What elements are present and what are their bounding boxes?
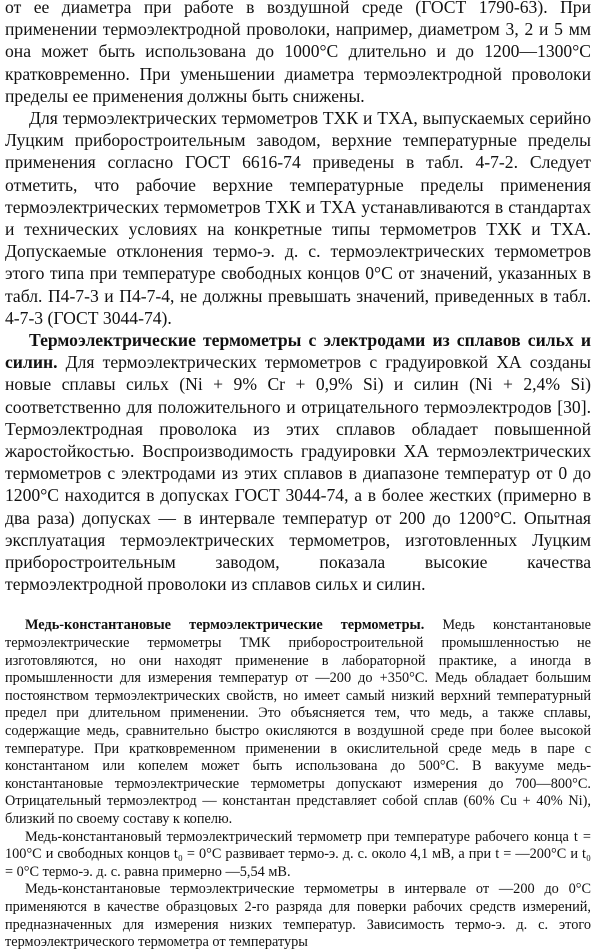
section-heading-silkh-silin: Термоэлектрические термометры с электродами из сплавов сильх и силин. — [5, 330, 591, 373]
paragraph-4-body: Медь константановые термоэлектрические термометры ТМК приборостроительной промышленностью не изготовляются, но они находят применение в лабораторной практике, а иногда в промышленности для измерения температур от —200 до +350°С. Медь обладает большим постоянством термоэлектрических свойств, но имеет самый низкий верхний температурный предел при длительном применении. Это объясняется тем, что медь, а также сплавы, содержащие медь, сравнительно быстро окисляются в воздушной среде при более высокой температуре. При кратковременном применении в окислительной среде медь в паре с константаном или копелем может быть использована до 500°С. В вакууме медь-константановые термоэлектрические термометры допускают измерения до 700—800°С. Отрицательный термоэлектрод — константан представляет собой сплав (60% Cu + 40% Ni), близкий по своему составу к копелю. — [5, 617, 591, 828]
paragraph-2: Для термоэлектрических термометров ТХК и ТХА, выпускаемых серийно Луцким приборостроительным заводом, верхние температурные пределы применения согласно ГОСТ 6616-74 приведены в табл. 4-7-2. Следует отметить, что рабочие верхние температурные пределы применения термоэлектрических термометров ТХК и ТХА устанавливаются в стандартах и технических условиях на конкретные типы термометров ТХК и ТХА. Допускаемые отклонения термо-э. д. с. термоэлектрических термометров этого типа при температуре свободных концов 0°С от значений, указанных в табл. П4-7-3 и П4-7-4, не должны превышать значений, приведенных в табл. 4-7-3 (ГОСТ 3044-74). — [5, 108, 591, 328]
paragraph-5: Медь-константановый термоэлектрический термометр при температуре рабочего конца t = 100°С и свободных концов t₀ = 0°С развивает термо-э. д. с. около 4,1 мВ, а при t = —200°С и t₀ = 0°С термо-э. д. с. равна примерно —5,54 мВ. — [5, 828, 591, 880]
section-gap — [5, 595, 591, 617]
paragraph-3-body: Для термоэлектрических термометров с градуировкой ХА созданы новые сплавы сильх (Ni + 9% Cr + 0,9% Si) и силин (Ni + 2,4% Si) соответственно для положительного и отрицательного термоэлектродов [30]. Термоэлектродная проволока из этих сплавов обладает повышенной жаростойкостью. Воспроизводимость градуировки ХА термоэлектрических термометров с электродами из этих сплавов в диапазоне температур от 0 до 1200°С находится в допусках ГОСТ 3044-74, а в более жестких (примерно в два раза) допусках — в интервале температур от 200 до 1200°С. Опытная эксплуатация термоэлектрических термометров, изготовленных Луцким приборостроительным заводом, показала высокие качества термоэлектродной проволоки из сплавов сильх и силин. — [5, 352, 591, 595]
document-page — [5, 0, 591, 952]
paragraph-4 — [5, 617, 591, 828]
paragraph-1: от ее диаметра при работе в воздушной среде (ГОСТ 1790-63). При применении термоэлектродной проволоки, например, диаметром 3, 2 и 5 мм она может быть использована до 1000°С длительно и до 1200—1300°С кратковременно. При уменьшении диаметра термоэлектродной проволоки пределы ее применения должны быть снижены. — [5, 0, 591, 106]
section-heading-copper-constantan: Медь-константановые термоэлектрические термометры. — [25, 617, 425, 634]
paragraph-3 — [5, 329, 591, 595]
paragraph-6: Медь-константановые термоэлектрические термометры в интервале от —200 до 0°С применяются в качестве образцовых 2-го разряда для поверки рабочих средств измерений, предназначенных для измерения низких температур. Зависимость термо-э. д. с. этого термоэлектрического термометра от температуры — [5, 881, 591, 951]
